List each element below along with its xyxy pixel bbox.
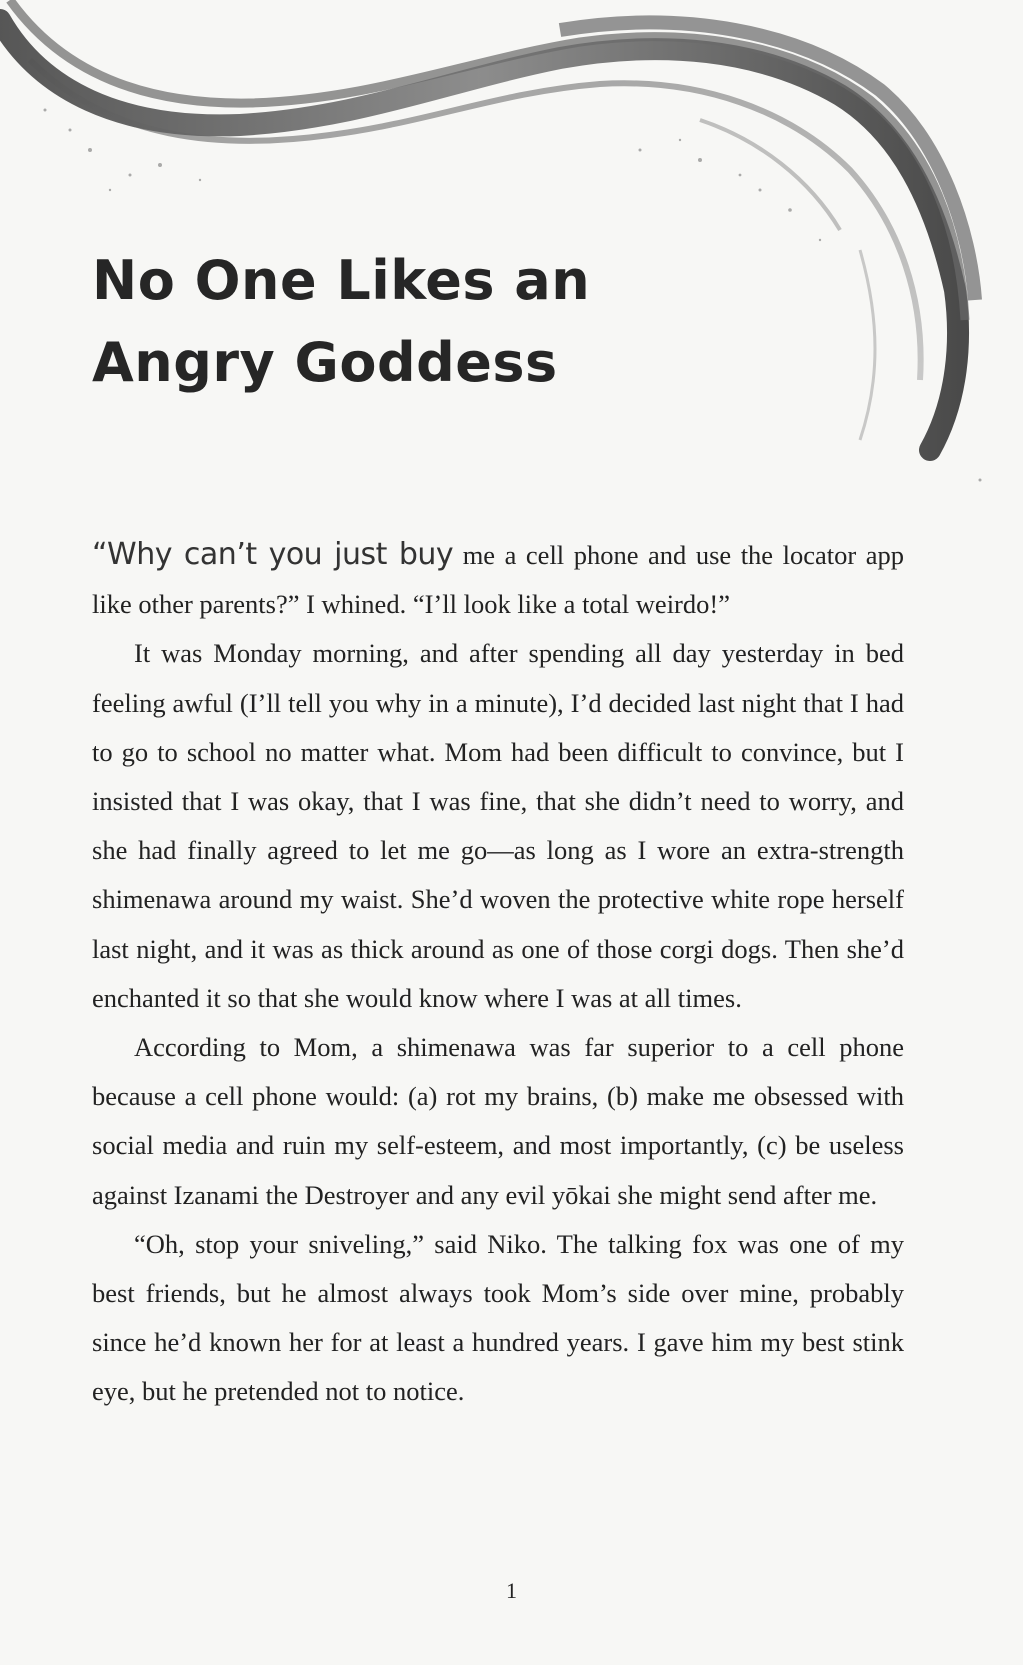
paragraph-3: According to Mom, a shimenawa was far superior to a cell phone because a cell phone would: (a) rot my brains, (b) make me obsessed with social media and ruin my self-esteem, and most importantly, (c) be useless against Izanami the Destroyer and any evil yōkai she might send after me. [92,1032,904,1210]
paragraph-1-text: me a cell phone and use the locator app like other parents?” I whined. “I’ll look like a total weirdo!” [92,540,904,620]
paragraph-2: It was Monday morning, and after spending all day yesterday in bed feeling awful (I’ll tell you why in a minute), I’d decided last night that I had to go to school no matter what. Mom had been difficult to convince, but I insisted that I was okay, that I was fine, that she didn’t need to worry, and she had finally agreed to let me go—as long as I wore an extra-strength shimenawa around my waist. She’d woven the protective white rope herself last night, and it was as thick around as one of those corgi dogs. Then she’d enchanted it so that she would know where I was at all times. [92,638,904,1013]
chapter-title-line-2: Angry Goddess [92,331,558,394]
chapter-body [92,530,904,1417]
lead-in-text: “Why can’t you just buy [92,537,454,572]
paragraph-4: “Oh, stop your sniveling,” said Niko. The talking fox was one of my best friends, but he almost always took Mom’s side over mine, probably since he’d known her for at least a hundred years. I gave him my best stink eye, but he pretended not to notice. [92,1228,904,1407]
paragraph-1 [92,530,904,629]
chapter-title-line-1: No One Likes an [92,249,591,312]
page-number: 1 [506,1578,517,1603]
chapter-title [92,240,590,404]
